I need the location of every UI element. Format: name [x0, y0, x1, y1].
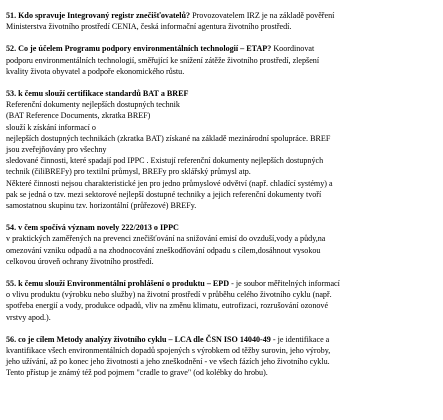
answer-text: Koordinovat	[273, 44, 315, 54]
answer-text: (BAT Reference Documents, zkratka BREF)	[6, 111, 151, 121]
question-text: 54. v čem spočívá význam novely 222/2013 o IPPC	[6, 223, 179, 233]
answer-text: samostatnou skupinu tzv. horizontální (průřezové) BREFy.	[6, 201, 197, 211]
answer-text: Ministerstva životního prostředí CENIA, česká informační agentura životního prostředí.	[6, 22, 292, 32]
paragraph-spacer	[6, 267, 429, 278]
answer-text: vrstvy apod.).	[6, 312, 51, 322]
qa-line	[6, 10, 429, 21]
answer-text: Provozovatelem IRZ je na základě pověření	[192, 11, 335, 20]
qa-item-55	[6, 278, 429, 323]
answer-text: pak se jedná o tzv. mezi sektorové nejlepší dostupné techniky a jejich referenční dokumenty tvoří	[6, 189, 322, 199]
qa-line	[6, 43, 429, 54]
qa-line	[6, 334, 429, 345]
qa-item-56	[6, 334, 429, 379]
answer-text: technik (čiliBREFy) pro textilní průmysl, BREFy pro sklářský průmysl atp.	[6, 167, 251, 177]
answer-text: Referenční dokumenty nejlepších dostupných technik	[6, 100, 180, 110]
answer-text: v praktických zaměřených na prevenci znečišťování na snižování emisí do ovzduší,vody a půdy,na	[6, 234, 326, 244]
qa-line	[6, 278, 429, 289]
answer-text: podporu environmentálních technologií, směřující ke snížení zátěže životního prostředí, zlepšení	[6, 55, 320, 65]
question-text: 55. k čemu slouží Environmentální prohlášení o produktu – EPD	[6, 279, 230, 289]
answer-text: celkovou úroveň ochrany životního prostředí.	[6, 256, 154, 266]
answer-text: kvality života obyvatel a podpoře ekonomického růstu.	[6, 66, 185, 76]
answer-text: Některé činnosti nejsou charakteristické jen pro jedno průmyslové odvětví (např. chladící systémy) a	[6, 178, 333, 188]
answer-text: spotřeba energií a vody, produkce odpadů, vliv na změnu klimatu, eutrofizaci, rozrušování ozonové	[6, 301, 329, 311]
paragraph-spacer	[6, 32, 429, 43]
question-text: 53. k čemu slouží certifikace standardů BAT a BREF	[6, 89, 189, 99]
question-text: 52. Co je účelem Programu podpory environmentálních technologií – ETAP?	[6, 44, 272, 54]
answer-text: nejlepších dostupných technikách (zkratka BAT) získané na základě mezinárodní spolupráce. BREF	[6, 133, 331, 143]
answer-text: jeho užívání, až po konec jeho životnosti a jeho zneškodnění - ve všech fázích jeho životního cyklu.	[6, 357, 330, 367]
answer-text: sledované činnosti, které spadají pod IPPC . Existují referenční dokumenty nejlepších dostupných	[6, 156, 324, 166]
answer-text: jsou zveřejňovány pro všechny	[6, 145, 107, 155]
answer-text: - je soubor měřitelných informací	[231, 279, 340, 289]
answer-text: slouží k získání informací o	[6, 122, 96, 132]
paragraph-spacer	[6, 77, 429, 88]
paragraph-spacer	[6, 211, 429, 222]
qa-item-53	[6, 88, 429, 211]
question-text: 56. co je cílem Metody analýzy životního cyklu – LCA dle ČSN ISO 14040-49	[6, 334, 271, 344]
qa-item-51	[6, 10, 429, 32]
answer-text: - je identifikace a	[272, 334, 330, 344]
answer-text: omezování vzniku odpadů a na zhodnocování zneškodňování odpadu s cílem,dosáhnout vysokou	[6, 245, 321, 255]
question-text: 51. Kdo spravuje Integrovaný registr znečišťovatelů?	[6, 11, 191, 20]
answer-text: o vlivu produktu (výrobku nebo služby) na životní prostředí v průběhu celého životního cyklu (např.	[6, 290, 332, 300]
paragraph-spacer	[6, 323, 429, 334]
qa-item-54	[6, 222, 429, 267]
answer-text: kvantifikace všech environmentálních dopadů spojených s výrobkem od těžby surovin, jeho výroby,	[6, 346, 331, 356]
answer-text: Tento přístup je známý též pod pojmem "cradle to grave" (od kolébky do hrobu).	[6, 368, 268, 378]
qa-item-52	[6, 43, 429, 77]
